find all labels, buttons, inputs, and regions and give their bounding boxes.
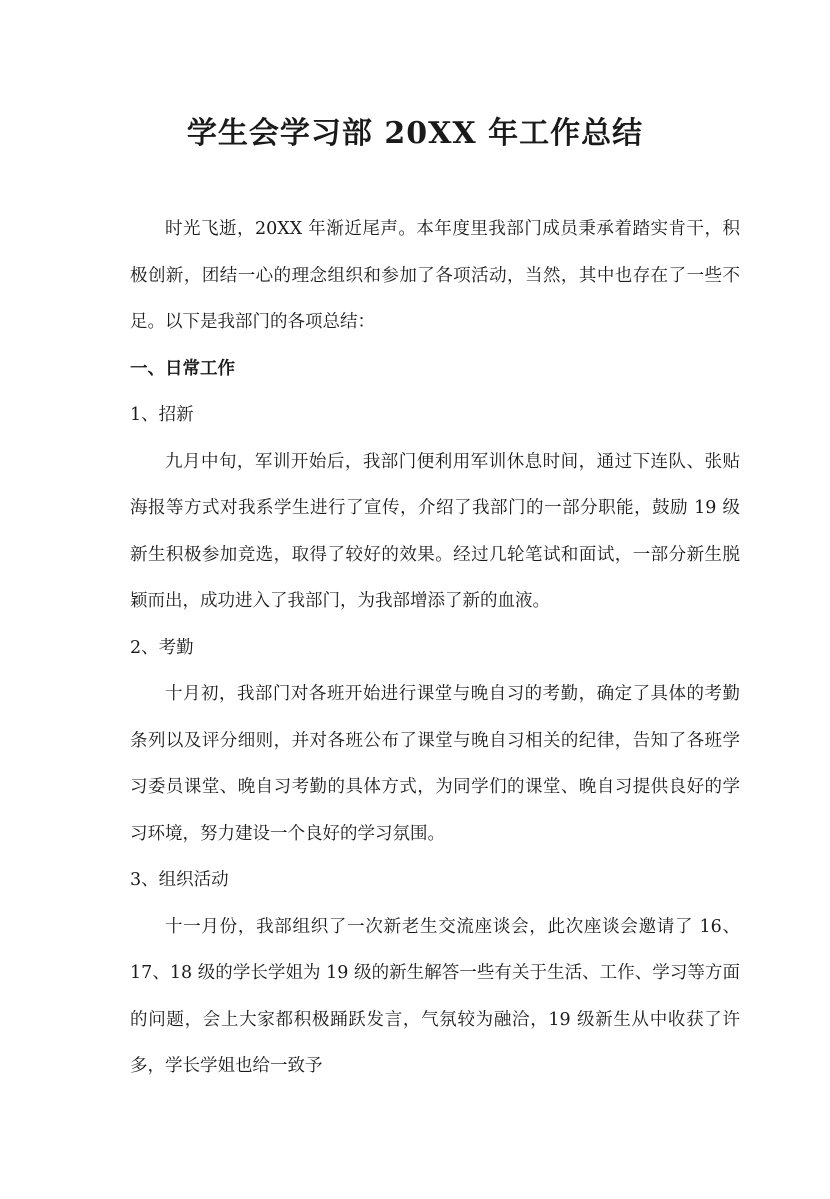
item-heading: 2、考勤 xyxy=(130,637,194,658)
item-paragraph: 九月中旬，军训开始后，我部门便利用军训休息时间，通过下连队、张贴海报等方式对我系学生进行了宣传，介绍了我部门的一部分职能，鼓励 19 级新生积极参加竞选，取得了较好的效果。经过几轮笔试和面试，一部分新生脱颖而出，成功进入了我部门，为我部增添了新的血液。 xyxy=(130,451,740,611)
item-heading: 3、组织活动 xyxy=(130,870,229,890)
watermark: ​ xyxy=(250,1100,350,1199)
document-body xyxy=(130,206,740,1090)
watermark: ​ xyxy=(205,355,305,454)
item-paragraph: 十一月份，我部组织了一次新老生交流座谈会，此次座谈会邀请了 16、17、18 级的学长学姐为 19 级的新生解答一些有关于生活、工作、学习等方面的问题，会上大家都积极踊跃发言，气氛较为融洽，19 级新生从中收获了许多，学长学姐也给一致予 xyxy=(130,916,740,1076)
document-title: 学生会学习部 20XX 年工作总结 xyxy=(186,116,644,151)
section-heading: 一、日常工作 xyxy=(130,358,235,379)
item-heading: 1、招新 xyxy=(130,405,194,425)
intro-paragraph: 时光飞逝，20XX 年渐近尾声。本年度里我部门成员秉承着踏实肯干，积极创新，团结一心的理念组织和参加了各项活动，当然，其中也存在了一些不足。以下是我部门的各项总结： xyxy=(130,219,740,332)
item-paragraph: 十月初，我部门对各班开始进行课堂与晚自习的考勤，确定了具体的考勤条列以及评分细则，并对各班公布了课堂与晚自习相关的纪律，告知了各班学习委员课堂、晚自习考勤的具体方式，为同学们的课堂、晚自习提供良好的学习环境，努力建设一个良好的学习氛围。 xyxy=(130,684,740,844)
